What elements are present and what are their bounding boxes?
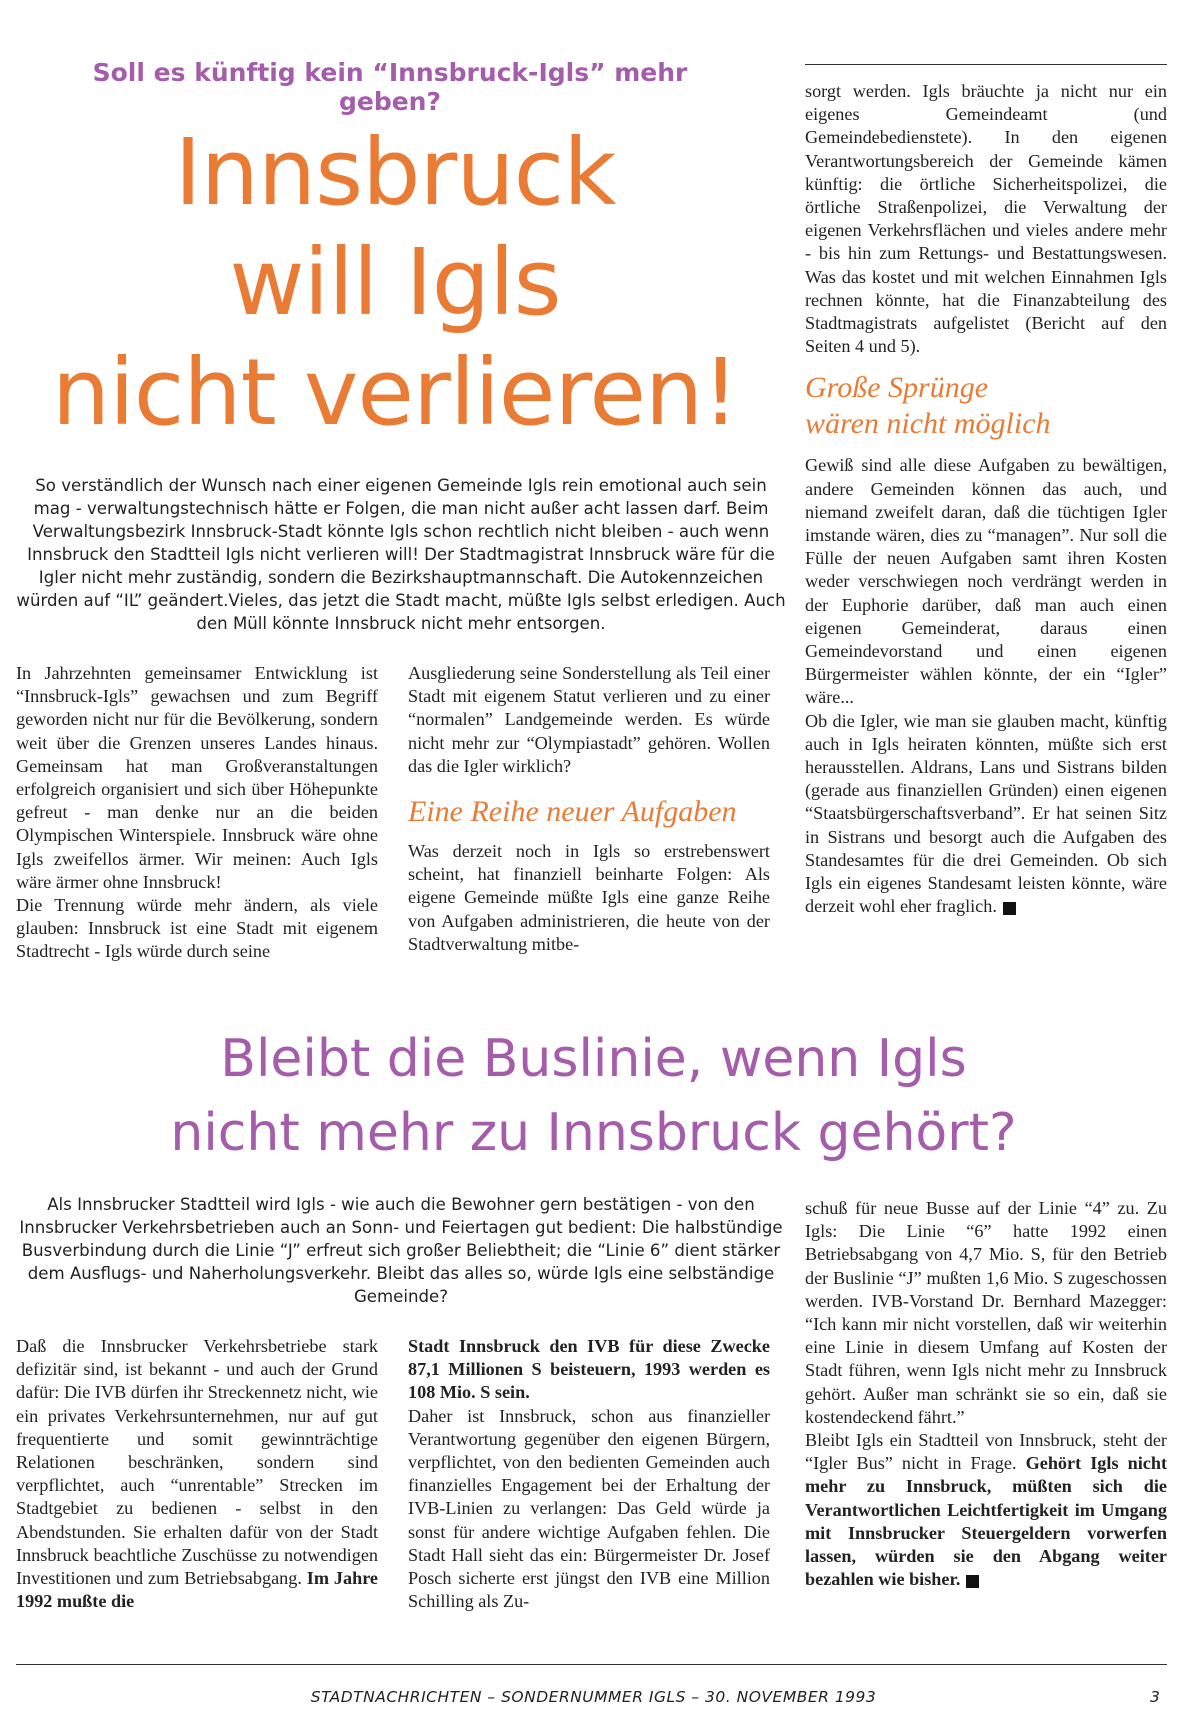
article1-column-2 — [408, 662, 770, 956]
article2-col2-bold-span: Stadt Innsbruck den IVB für diese Zwecke 87,1 Millionen S beisteuern, 1993 werden es 108 Mio. S sein. — [408, 1336, 770, 1403]
article2-col3-paragraph-2-text: Bleibt Igls ein Stadtteil von Innsbruck, steht der “Igler Bus” nicht in Frage. — [805, 1430, 1167, 1474]
footer-publication-line: STADTNACHRICHTEN – SONDERNUMMER IGLS – 30. NOVEMBER 1993 — [310, 1688, 877, 1706]
article1-subheading-spruenge-line-2: wären nicht möglich — [805, 407, 1051, 441]
article2-headline-line-1: Bleibt die Buslinie, wenn Igls — [220, 1029, 967, 1089]
page-number: 3 — [1150, 1688, 1160, 1706]
article2-headline — [30, 1022, 1157, 1170]
article1-col3-paragraph-2: Gewiß sind alle diese Aufgaben zu bewältigen, andere Gemeinden können das auch, und niemand zweifelt daran, daß die tüchtigen Igler imstande wären, dies zu “managen”. Nur soll die Fülle der neuen Aufgaben samt ihren Kosten weder verschwiegen noch verdrängt werden in der Euphorie darüber, daß man auch einen eigenen Gemeinderat, daraus einen Gemeindevorstand und einen eigenen Bürgermeister wählen könnte, der ein “Igler” wäre... — [805, 455, 1167, 708]
article2-col1-text: Daß die Innsbrucker Verkehrsbetriebe stark defizitär sind, ist bekannt - und auch der Grund dafür: Die IVB dürfen ihr Streckennetz nicht, wie ein privates Verkehrsunternehmen, nur auf gut frequentierte und somit gewinnträchtige Relationen beschränken, sondern sind verpflichtet, auch “unrentable” Strecken im Stadtgebiet zu bedienen - selbst in den Abendstunden. Sie erhalten dafür von der Stadt Innsbruck beachtliche Zuschüsse zu notwendigen Investitionen und zum Betriebsabgang. — [16, 1336, 378, 1589]
article2-col1-paragraph — [16, 1335, 378, 1613]
article1-headline-line-2: will Igls — [229, 229, 561, 336]
end-of-article-square-icon — [1003, 902, 1016, 915]
article2-col3-paragraph-2 — [805, 1429, 1167, 1591]
article1-col3-paragraph-1: sorgt werden. Igls bräuchte ja nicht nur ein eigenes Gemeindeamt (und Gemeindebedienstete). In den eigenen Verantwortungsbereich der Gemeinde kämen künftig: die örtliche Sicherheitspolizei, die örtliche Straßenpolizei, die Verwaltung der eigenen Verkehrsflächen und vieles andere mehr - bis hin zum Rettungs- und Bestattungswesen. Was das kostet und mit welchen Einnahmen Igls rechnen könnte, hat die Finanzabteilung des Stadtmagistrats aufgelistet (Bericht auf den Seiten 4 und 5). — [805, 81, 1167, 357]
article1-headline — [40, 118, 750, 448]
article2-col1-bold-text: Im Jahre 1992 mußte die — [16, 1568, 379, 1612]
article1-kicker: Soll es künftig kein “Innsbruck-Igls” mehr geben? — [92, 58, 688, 116]
article2-column-1 — [16, 1335, 378, 1613]
top-right-rule — [805, 64, 1167, 65]
article1-headline-line-1: Innsbruck — [174, 119, 616, 226]
article1-col3-paragraph-3-text: Ob die Igler, wie man sie glauben macht, künftig auch in Igls heiraten könnten, müßte sich erst herausstellen. Aldrans, Lans und Sistrans bilden (gerade aus finanziellen Gründen) einen eigenen “Staatsbürgerschaftsverband”. Er hat seinen Sitz in Sistrans und besorgt auch die Aufgaben des Standesamtes für die drei Gemeinden. Ob sich Igls ein eigenes Standesamt leisten könnte, wäre derzeit wohl eher fraglich. — [805, 710, 1167, 917]
article1-headline-line-3: nicht verlieren! — [51, 339, 739, 446]
article1-intro: So verständlich der Wunsch nach einer eigenen Gemeinde Igls rein emotional auch sein mag - verwaltungstechnisch hätte er Folgen, die man nicht außer acht lassen darf. Beim Verwaltungsbezirk Innsbruck-Stadt könnte Igls schon rechtlich nicht bleiben - auch wenn Innsbruck den Stadtteil Igls nicht verlieren will! Der Stadtmagistrat Innsbruck wäre für die Igler nicht mehr zuständig, sondern die Bezirkshauptmannschaft. Die Autokennzeichen würden auf “IL” geändert.Vieles, das jetzt die Stadt macht, müßte Igls selbst erledigen. Auch den Müll könnte Innsbruck nicht mehr entsorgen. — [16, 476, 786, 633]
article1-subheading-spruenge — [805, 370, 1167, 442]
article1-subheading-spruenge-line-1: Große Sprünge — [805, 371, 989, 405]
article1-column-1 — [16, 662, 378, 964]
article1-col3-paragraph-3 — [805, 710, 1167, 919]
article1-column-3 — [805, 80, 1167, 919]
end-of-article-square-icon — [966, 1575, 979, 1588]
article1-col1-paragraph-1: In Jahrzehnten gemeinsamer Entwicklung ist “Innsbruck-Igls” gewachsen und zum Begriff geworden nicht nur für die Bevölkerung, sondern weit über die Grenzen unseres Landes hinaus. Gemeinsam hat man Großveranstaltungen erfolgreich organisiert und sich über Höhepunkte gefreut - man denke nur an die beiden Olympischen Winterspiele. Innsbruck wäre ohne Igls zweifellos ärmer. Wir meinen: Auch Igls wäre ärmer ohne Innsbruck! — [16, 663, 378, 892]
article2-col2-bold-text — [408, 1335, 770, 1405]
footer-rule — [16, 1664, 1167, 1665]
article2-column-2 — [408, 1335, 770, 1613]
article1-col1-paragraph-2: Die Trennung würde mehr ändern, als viele glauben: Innsbruck ist eine Stadt mit eigenem Stadtrecht - Igls würde durch seine — [16, 895, 378, 962]
article2-col2-paragraph: Daher ist Innsbruck, schon aus finanzieller Verantwortung gegenüber den eigenen Bürgern, verpflichtet, von den bedienten Gemeinden auch finanzielles Engagement bei der Erhaltung der IVB-Linien zu verlangen: Das Geld würde ja sonst für andere wichtige Aufgaben fehlen. Die Stadt Hall sieht das ein: Bürgermeister Dr. Josef Posch sicherte erst jüngst den IVB eine Million Schilling als Zu- — [408, 1405, 770, 1612]
article2-col3-paragraph-1: schuß für neue Busse auf der Linie “4” zu. Zu Igls: Die Linie “6” hatte 1992 einen Betriebsabgang von 4,7 Mio. S, für den Betrieb der Buslinie “J” mußten 1,6 Mio. S zugeschossen werden. IVB-Vorstand Dr. Bernhard Mazegger: “Ich kann mir nicht vorstellen, daß wir weiterhin eine Linie in diesem Umfang auf Kosten der Stadt führen, wenn Igls nicht mehr zu Innsbruck gehört. Außer man schränkt sie so ein, daß sie kostendeckend fährt.” — [805, 1198, 1167, 1427]
article2-col3-bold-text: Gehört Igls nicht mehr zu Innsbruck, müßten sich die Verantwortlichen Leichtfertigkeit im Umgang mit Innsbrucker Steuergeldern vorwerfen lassen, würden sie den Abgang weiter bezahlen wie bisher. — [805, 1453, 1167, 1590]
article1-subheading-aufgaben: Eine Reihe neuer Aufgaben — [408, 795, 737, 829]
article2-headline-line-2: nicht mehr zu Innsbruck gehört? — [170, 1103, 1017, 1163]
article1-col2-paragraph-2: Was derzeit noch in Igls so erstrebenswert scheint, hat finanziell beinharte Folgen: Als eigene Gemeinde müßte Igls eine ganze Reihe von Aufgaben administrieren, die heute von der Stadtverwaltung mitbe- — [408, 841, 770, 954]
article1-col2-paragraph-1: Ausgliederung seine Sonderstellung als Teil einer Stadt mit eigenem Statut verlieren und zu einer “normalen” Landgemeinde werden. Es würde nicht mehr zur “Olympiastadt” gehören. Wollen das die Igler wirklich? — [408, 663, 770, 776]
article2-intro: Als Innsbrucker Stadtteil wird Igls - wie auch die Bewohner gern bestätigen - von den Innsbrucker Verkehrsbetrieben auch an Sonn- und Feiertagen gut bedient: Die halbstündige Busverbindung durch die Linie “J” erfreut sich großer Beliebtheit; die “Linie 6” dient stärker dem Ausflugs- und Naherholungsverkehr. Bleibt das alles so, würde Igls eine selbständige Gemeinde? — [19, 1195, 783, 1306]
article2-column-3 — [805, 1197, 1167, 1591]
